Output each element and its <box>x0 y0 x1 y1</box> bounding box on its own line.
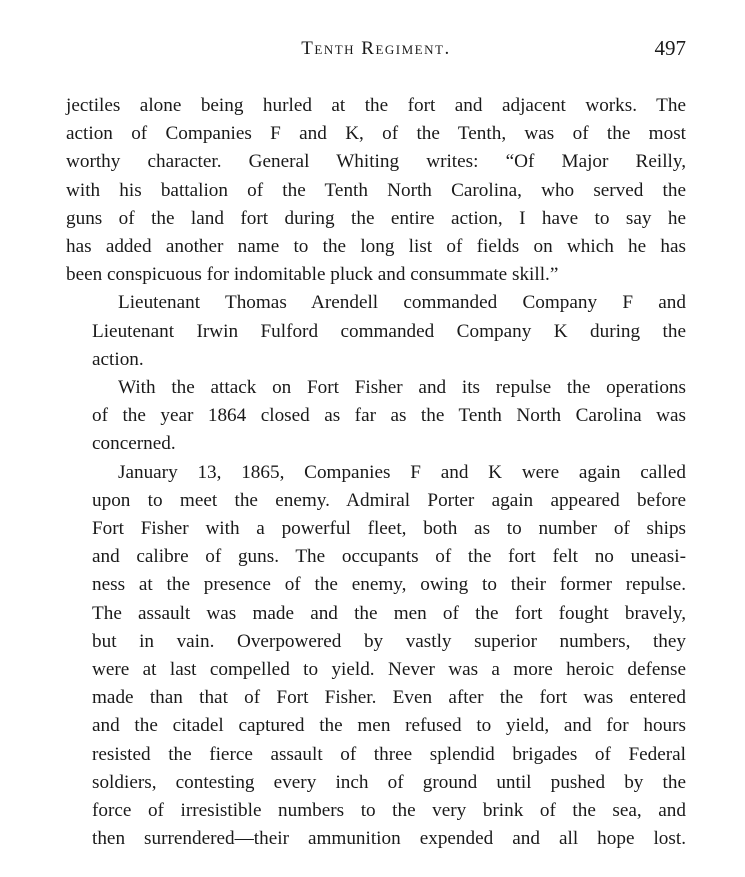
text-line: were at last compelled to yield. Never was a more heroic defense <box>92 659 686 681</box>
body-text <box>66 92 686 853</box>
text-line: resisted the fierce assault of three splendid brigades of Federal <box>92 743 686 765</box>
text-line: The assault was made and the men of the fort fought bravely, <box>92 602 686 624</box>
paragraph <box>66 459 686 854</box>
text-line: been conspicuous for indomitable pluck and consummate skill.” <box>66 264 559 286</box>
text-line: force of irresistible numbers to the very brink of the sea, and <box>92 800 686 822</box>
text-line: January 13, 1865, Companies F and K were again called <box>118 461 686 483</box>
text-line: and calibre of guns. The occupants of the fort felt no uneasi- <box>92 546 686 568</box>
text-line: but in vain. Overpowered by vastly superior numbers, they <box>92 630 686 652</box>
text-line: and the citadel captured the men refused to yield, and for hours <box>92 715 686 737</box>
text-line: worthy character. General Whiting writes: “Of Major Reilly, <box>66 151 686 173</box>
paragraph <box>66 374 686 459</box>
running-head <box>66 38 686 68</box>
text-line: Lieutenant Thomas Arendell commanded Company F and <box>118 292 686 314</box>
text-line: made than that of Fort Fisher. Even after the fort was entered <box>92 687 686 709</box>
text-line: with his battalion of the Tenth North Carolina, who served the <box>66 179 686 201</box>
text-line: jectiles alone being hurled at the fort and adjacent works. The <box>66 95 686 116</box>
text-line: soldiers, contesting every inch of ground until pushed by the <box>92 771 686 793</box>
page-number: 497 <box>654 36 686 60</box>
paragraph <box>66 92 686 289</box>
running-head-title: Tenth Regiment. <box>301 38 451 59</box>
text-line: of the year 1864 closed as far as the Tenth North Carolina was <box>92 405 686 427</box>
text-line: ness at the presence of the enemy, owing to their former repulse. <box>92 574 686 596</box>
paragraph <box>66 289 686 374</box>
text-line: action of Companies F and K, of the Tenth, was of the most <box>66 123 686 145</box>
text-line: then surrendered—their ammunition expended and all hope lost. <box>92 828 686 850</box>
text-line: With the attack on Fort Fisher and its repulse the operations <box>118 377 686 399</box>
text-line: action. <box>92 348 144 370</box>
text-line: has added another name to the long list of fields on which he has <box>66 236 686 258</box>
text-line: concerned. <box>92 433 176 455</box>
text-line: upon to meet the enemy. Admiral Porter again appeared before <box>92 489 686 511</box>
text-line: guns of the land fort during the entire action, I have to say he <box>66 207 686 229</box>
text-line: Fort Fisher with a powerful fleet, both as to number of ships <box>92 518 686 540</box>
text-line: Lieutenant Irwin Fulford commanded Company K during the <box>92 320 686 342</box>
